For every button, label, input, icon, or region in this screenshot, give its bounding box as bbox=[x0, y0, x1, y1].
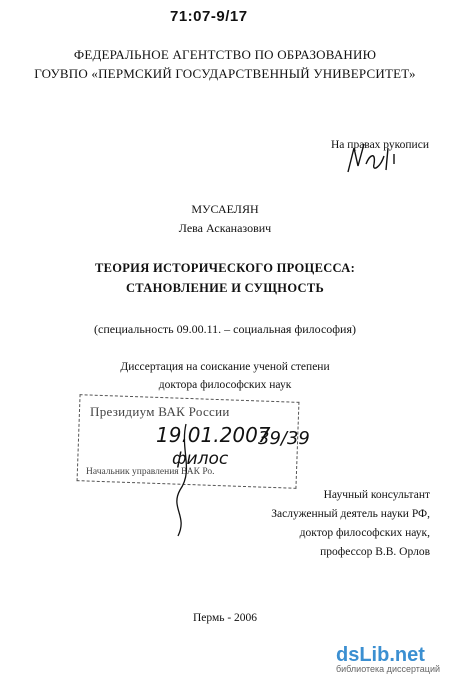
dissertation-line2: доктора философских наук bbox=[158, 379, 292, 391]
consultant-name: профессор В.В. Орлов bbox=[320, 546, 430, 558]
thesis-title-line1: ТЕОРИЯ ИСТОРИЧЕСКОГО ПРОЦЕССА: bbox=[94, 261, 356, 275]
logo-brand[interactable]: dsLib.net bbox=[336, 644, 425, 666]
author-given-name: Лева Асканазович bbox=[178, 221, 272, 235]
stamp-heading: Президиум ВАК России bbox=[90, 404, 230, 419]
city-year: Пермь - 2006 bbox=[192, 612, 258, 624]
signature-scribble bbox=[150, 420, 210, 540]
rights-note: На правах рукописи bbox=[331, 139, 429, 151]
consultant-degree: доктор философских наук, bbox=[299, 527, 430, 539]
consultant-role: Научный консультант bbox=[323, 489, 430, 501]
stamp-handwritten-date: 19.01.2007 bbox=[156, 423, 271, 447]
agency-header: ФЕДЕРАЛЬНОЕ АГЕНТСТВО ПО ОБРАЗОВАНИЮ bbox=[73, 47, 377, 62]
specialty-line: (специальность 09.00.11. – социальная философия) bbox=[94, 322, 356, 336]
consultant-block bbox=[250, 486, 430, 562]
stamp-handwritten-number: 39/39 bbox=[258, 428, 310, 449]
author-surname: МУСАЕЛЯН bbox=[191, 202, 259, 216]
consultant-honor: Заслуженный деятель науки РФ, bbox=[271, 508, 430, 520]
catalog-code: 71:07-9/17 bbox=[170, 8, 248, 25]
university-header: ГОУВПО «ПЕРМСКИЙ ГОСУДАРСТВЕННЫЙ УНИВЕРСИТЕТ» bbox=[34, 66, 416, 81]
logo-tagline: библиотека диссертаций bbox=[336, 664, 441, 674]
dslib-logo[interactable] bbox=[336, 644, 440, 674]
thesis-title-line2: СТАНОВЛЕНИЕ И СУЩНОСТЬ bbox=[125, 281, 325, 295]
signature-mark bbox=[340, 134, 420, 178]
dissertation-line1: Диссертация на соискание ученой степени bbox=[120, 361, 330, 373]
stamp-handwritten-word: филос bbox=[172, 449, 229, 469]
stamp-footer: Начальник управления ВАК Ро. bbox=[86, 467, 215, 477]
